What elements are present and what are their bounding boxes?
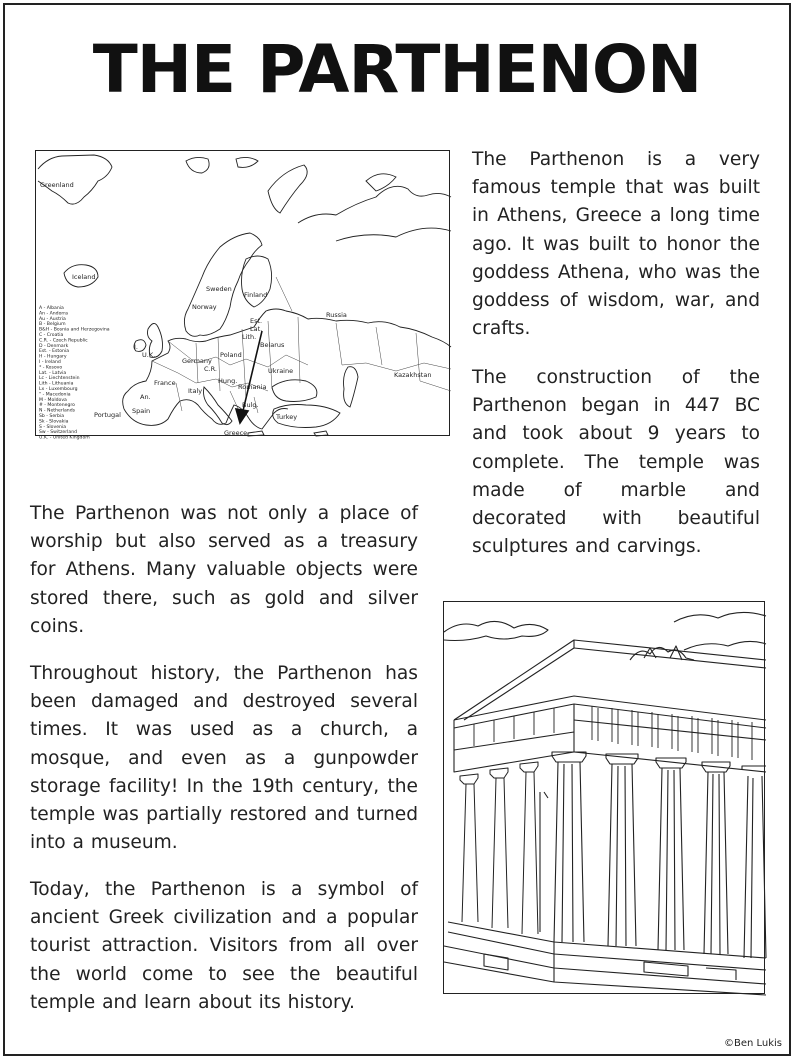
arrow-head: [236, 409, 248, 423]
caspian-outline: [344, 367, 359, 407]
map-label-romania: Romania: [238, 383, 267, 391]
map-legend-entry: I - Ireland: [39, 360, 61, 365]
map-label-uk: U.K.: [142, 351, 156, 359]
cloud-right: [674, 612, 766, 622]
paragraph-history: Throughout history, the Parthenon has been damaged and destroyed several times. It was used as a church, a mosque, and even as a gunpowder storage facility! In the 19th century, the temple was partially restored and turned into a museum.: [30, 663, 418, 854]
map-label-iceland: Iceland: [72, 273, 96, 281]
map-legend-entry: Sk - Slovakia: [39, 419, 69, 425]
svalbard-outline: [186, 157, 209, 173]
map-label-spain: Spain: [132, 407, 151, 415]
map-label-czech: C.R.: [204, 365, 217, 373]
columns-front: [552, 752, 766, 958]
map-label-russia: Russia: [326, 311, 347, 319]
map-label-italy: Italy: [188, 387, 203, 395]
map-legend-entry: Lx - Luxembourg: [39, 387, 78, 392]
parthenon-illustration: [443, 601, 765, 994]
map-legend-entry: " - Macedonia: [39, 392, 71, 398]
map-label-latvia: Lat.: [250, 325, 263, 333]
map-legend-entry: An - Andorra: [39, 311, 68, 317]
map-label-greece: Greece: [224, 429, 248, 437]
map-label-greenland: Greenland: [40, 181, 74, 189]
map-legend-entry: # - Montenegro: [39, 403, 75, 409]
map-legend-entry: U.K. - United Kingdom: [39, 435, 90, 441]
map-legend-entry: Sw - Switzerland: [39, 430, 78, 436]
map-legend-entry: Lat. - Latvia: [39, 370, 67, 376]
map-label-ukraine: Ukraine: [268, 367, 294, 375]
paragraph-construction: The construction of the Parthenon began in 447 BC and took about 9 years to complete. The temple was made of marble and decorated with beautiful sculptures and carvings.: [472, 367, 760, 558]
map-legend-entry: * - Kosovo: [39, 365, 63, 371]
asia-north: [336, 228, 451, 241]
map-legend-entry: Lc - Liechtenstein: [39, 376, 80, 382]
cloud-left: [444, 621, 548, 640]
franz-josef-outline: [236, 157, 258, 167]
paragraph-treasury: The Parthenon was not only a place of worship but also served as a treasury for Athens. Many valuable objects were stored there, such as gold and silver coins.: [30, 503, 418, 637]
map-label-hungary: Hung.: [218, 377, 238, 385]
map-label-belarus: Belarus: [260, 341, 285, 349]
map-label-germany: Germany: [182, 357, 212, 365]
map-legend-entry: D - Denmark: [39, 343, 69, 349]
map-legend: [39, 305, 110, 441]
map-legend-entry: N - Netherlands: [39, 408, 76, 414]
map-label-kazakhstan: Kazakhstan: [394, 371, 432, 379]
map-legend-entry: B - Belgium: [39, 322, 66, 328]
paragraph-intro: The Parthenon is a very famous temple that was built in Athens, Greece a long time ago. It was built to honor the goddess Athena, who was the goddess of wisdom, war, and crafts.: [472, 149, 760, 340]
map-legend-entry: H - Hungary: [39, 354, 67, 360]
finland-outline: [242, 256, 272, 307]
cyprus-outline: [314, 431, 328, 436]
map-legend-entry: Au - Austria: [39, 316, 66, 322]
map-legend-entry: B&H - Bosnia and Herzegovina: [39, 327, 110, 333]
map-label-bulgaria: Bulg.: [242, 401, 259, 409]
map-label-lithuania: Lith.: [242, 333, 257, 341]
map-label-finland: Finland: [244, 291, 268, 299]
stylobate: [448, 922, 766, 958]
map-label-norway: Norway: [192, 303, 217, 311]
taymyr-outline: [366, 174, 396, 191]
map-label-poland: Poland: [220, 351, 242, 359]
page-title: THE PARTHENON: [92, 31, 702, 108]
europe-mainland: [123, 309, 451, 409]
entablature: [574, 704, 766, 772]
map-legend-entry: C.R. - Czech Republic: [39, 338, 88, 344]
map-label-ireland: I.: [134, 343, 138, 351]
map-label-france: France: [154, 379, 176, 387]
black-sea-outline: [272, 380, 317, 402]
map-legend-entry: M - Moldova: [39, 397, 67, 403]
cloud-right-2: [684, 641, 766, 650]
map-legend-entry: S - Slovenia: [39, 424, 67, 430]
crete-outline: [248, 431, 264, 436]
europe-map: [35, 150, 450, 441]
temple-drawing: [444, 602, 766, 995]
map-label-sweden: Sweden: [206, 285, 232, 293]
paragraph-today: Today, the Parthenon is a symbol of ancient Greek civilization and a popular tourist attraction. Visitors from all over the world come to see the beautiful temple and learn about its history.: [30, 879, 418, 1013]
novaya-zemlya-outline: [268, 165, 307, 213]
map-legend-entry: A - Albania: [39, 306, 64, 311]
map-label-andorra: An.: [140, 393, 151, 401]
greenland-outline: [38, 155, 112, 204]
copyright-notice: ©Ben Lukis: [723, 1038, 782, 1049]
siberia-coast: [298, 186, 451, 223]
map-label-portugal: Portugal: [94, 411, 121, 419]
map-legend-entry: Lith - Lithuania: [39, 381, 74, 387]
map-legend-entry: C - Croatia: [39, 333, 64, 338]
map-drawing: [36, 151, 451, 441]
map-label-turkey: Turkey: [276, 413, 298, 421]
map-legend-entry: Sb - Serbia: [39, 414, 65, 419]
map-legend-entry: Est. - Estonia: [39, 349, 70, 355]
columns-side: [460, 762, 538, 934]
map-label-estonia: Est.: [250, 317, 263, 325]
